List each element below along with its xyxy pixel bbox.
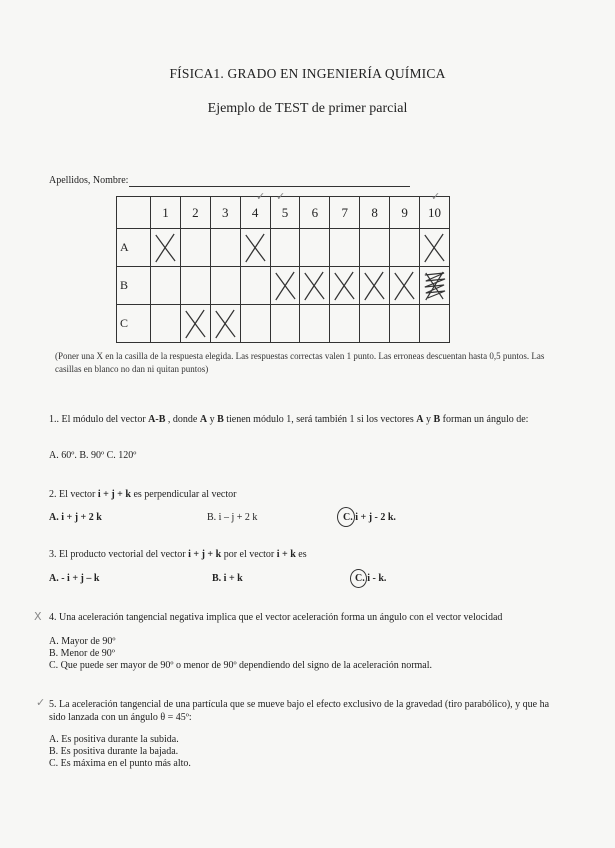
q4-option-c[interactable]: C. Que puede ser mayor de 90º o menor de 90º dependiendo del signo de la aceleración normal. [49,660,433,671]
answer-x-mark [390,267,419,304]
grid-col-5: 5 [270,197,300,229]
q2-option-b[interactable]: B. i – j + 2 k [207,512,258,523]
grid-cell-c5[interactable] [270,305,300,343]
grid-row-label-c: C [117,305,151,343]
question-3 [49,548,559,561]
answer-x-mark [300,267,329,304]
grid-cell-a10[interactable] [420,229,450,267]
check-mark-icon: ✓ [276,190,286,203]
question-2 [49,488,559,501]
selected-answer-circle [337,507,355,527]
grid-col-9: 9 [390,197,420,229]
grid-instructions: (Poner una X en la casilla de la respuesta elegida. Las respuestas correctas valen 1 punto. Las erroneas descuentan hasta 0,5 puntos. Las casillas en blanco no dan ni quitan puntos) [55,351,545,374]
q4-option-a[interactable]: A. Mayor de 90º [49,636,116,647]
q2-option-c-label: C. [343,512,353,523]
grid-cell-a6[interactable] [300,229,330,267]
q2-text: es perpendicular al vector [130,489,237,500]
answer-x-mark [330,267,359,304]
q2-text: 2. El vector [49,489,98,500]
grid-cell-a3[interactable] [210,229,240,267]
grid-cell-b2[interactable] [180,267,210,305]
grid-col-7: 7 [330,197,360,229]
grid-cell-c9[interactable] [390,305,420,343]
grid-cell-c2[interactable] [180,305,210,343]
q5-option-c[interactable]: C. Es máxima en el punto más alto. [49,758,191,769]
q3-text: 3. El producto vectorial del vector [49,549,189,560]
grid-cell-b1[interactable] [151,267,181,305]
grid-cell-b9[interactable] [390,267,420,305]
name-label: Apellidos, Nombre: [49,175,129,186]
q1-text: 1.. El módulo del vector [49,414,149,425]
grid-row-b [117,267,450,305]
question-4: 4. Una aceleración tangencial negativa implica que el vector aceleración forma un ángulo con el vector velocidad [49,612,503,623]
grid-cell-c10[interactable] [420,305,450,343]
q1-text: , donde [165,414,200,425]
grid-cell-c1[interactable] [151,305,181,343]
grid-col-8: 8 [360,197,390,229]
q1-vector: A [416,414,424,425]
check-mark-icon: ✓ [256,190,266,203]
q1-vector: A-B [148,414,166,425]
q5-option-b[interactable]: B. Es positiva durante la bajada. [49,746,179,757]
grid-cell-a4[interactable] [240,229,270,267]
grid-cell-b3[interactable] [210,267,240,305]
grid-row-label-b: B [117,267,151,305]
q3-option-c-text: i - k. [364,573,387,584]
q3-text: es [295,549,307,560]
question-1 [49,413,559,426]
selected-answer-circle [350,569,367,588]
q1-text: tienen módulo 1, será también 1 si los vectores [223,414,417,425]
q3-option-a[interactable]: A. - i + j – k [49,573,100,584]
grid-cell-b6[interactable] [300,267,330,305]
q1-options[interactable]: A. 60º. B. 90º C. 120º [49,450,137,461]
scribble-mark [420,267,449,304]
grid-col-2: 2 [180,197,210,229]
grid-col-6: 6 [300,197,330,229]
answer-x-mark [241,229,270,266]
q1-vector: B [217,414,224,425]
q3-option-b[interactable]: B. i + k [212,573,243,584]
q1-vector: A [199,414,208,425]
check-mark-icon: ✓ [431,190,441,203]
grid-cell-a1[interactable] [151,229,181,267]
answer-grid [116,196,450,343]
document-subtitle: Ejemplo de TEST de primer parcial [207,101,408,116]
document-title: FÍSICA1. GRADO EN INGENIERÍA QUÍMICA [169,66,446,81]
answer-x-mark [151,229,180,266]
grid-row-a [117,229,450,267]
answer-x-mark [271,267,300,304]
q2-option-a[interactable]: A. i + j + 2 k [49,512,102,523]
name-line [129,186,410,187]
q4-option-b[interactable]: B. Menor de 90º [49,648,115,659]
q1-vector: B [433,414,441,425]
margin-mark-icon: X [34,610,42,623]
grid-cell-a8[interactable] [360,229,390,267]
grid-cell-b4[interactable] [240,267,270,305]
answer-x-mark [420,229,449,266]
answer-x-mark [211,305,240,342]
grid-cell-b7[interactable] [330,267,360,305]
answer-x-mark [181,305,210,342]
grid-cell-c6[interactable] [300,305,330,343]
grid-cell-a7[interactable] [330,229,360,267]
grid-col-1: 1 [151,197,181,229]
q3-option-c-label: C. [355,573,365,584]
grid-col-4: 4 [240,197,270,229]
question-5: 5. La aceleración tangencial de una partícula que se mueve bajo el efecto exclusivo de la gravedad (tiro parabólico), y que ha sido lanzada con un ángulo θ = 45º: [49,699,550,723]
q1-text: y [423,414,434,425]
q1-text: forman un ángulo de: [440,414,529,425]
q3-vector: i + j + k [188,549,222,560]
margin-mark-icon: ✓ [36,696,46,709]
answer-x-mark [360,267,389,304]
grid-cell-a9[interactable] [390,229,420,267]
q5-option-a[interactable]: A. Es positiva durante la subida. [49,734,179,745]
grid-cell-b10[interactable] [420,267,450,305]
grid-row-c [117,305,450,343]
q2-vector: i + j + k [97,489,131,500]
q2-option-c-text: i + j - 2 k. [352,512,396,523]
grid-cell-b5[interactable] [270,267,300,305]
grid-cell-c4[interactable] [240,305,270,343]
q1-text: y [207,414,218,425]
grid-cell-c8[interactable] [360,305,390,343]
grid-col-3: 3 [210,197,240,229]
grid-cell-b8[interactable] [360,267,390,305]
grid-row-label-a: A [117,229,151,267]
grid-cell-a5[interactable] [270,229,300,267]
grid-corner-cell [117,197,151,229]
grid-cell-c7[interactable] [330,305,360,343]
q3-vector: i + k [276,549,296,560]
grid-col-10: 10 [420,197,450,229]
grid-cell-c3[interactable] [210,305,240,343]
q3-text: por el vector [221,549,277,560]
grid-cell-a2[interactable] [180,229,210,267]
